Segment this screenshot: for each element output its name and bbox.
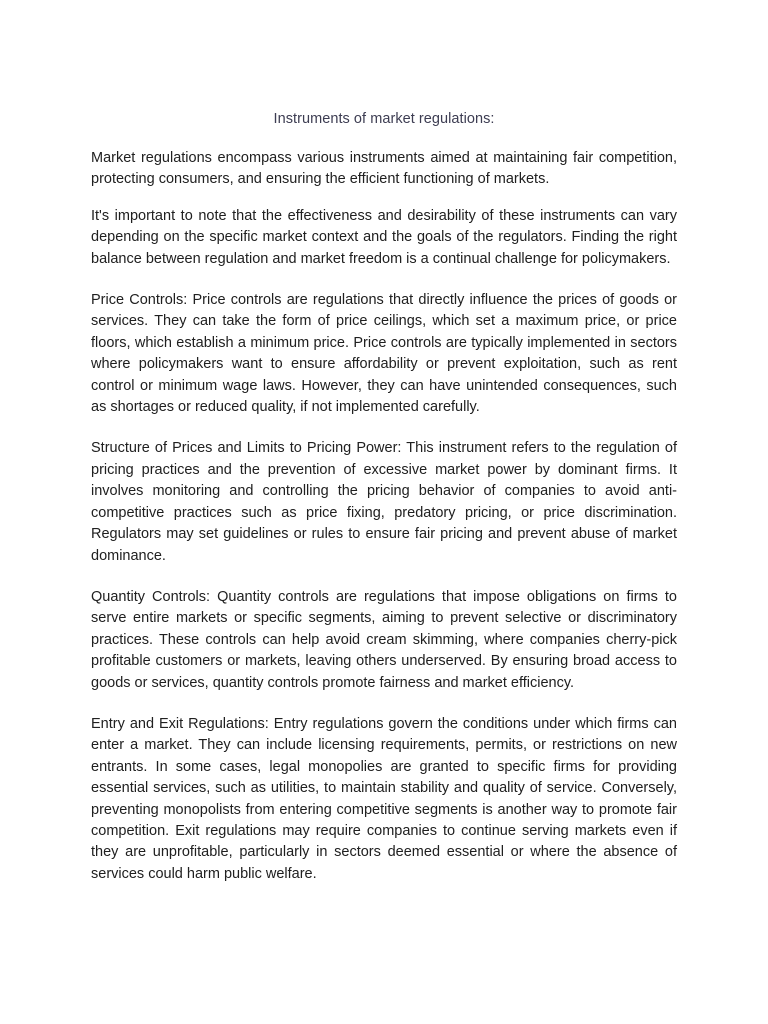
document-title: Instruments of market regulations: [273,111,495,127]
paragraph-pricing-power: Structure of Prices and Limits to Pricing Power: This instrument refers to the regulation of pricing practices and the prevention of excessive market power by dominant firms. It involves monitoring and controlling the pricing behavior of companies to avoid anti-competitive practices such as price fixing, predatory pricing, or price discrimination. Regulators may set guidelines or rules to ensure fair pricing and prevent abuse of market dominance. [91,440,677,564]
paragraph-price-controls: Price Controls: Price controls are regulations that directly influence the prices of goods or services. They can take the form of price ceilings, which set a maximum price, or price floors, which establish a minimum price. Price controls are typically implemented in sectors where policymakers want to ensure affordability or prevent exploitation, such as rent control or minimum wage laws. However, they can have unintended consequences, such as shortages or reduced quality, if not implemented carefully. [91,292,677,416]
paragraph-note: It's important to note that the effectiveness and desirability of these instruments can vary depending on the specific market context and the goals of the regulators. Finding the right balance between regulation and market freedom is a continual challenge for policymakers. [91,207,677,267]
document-body [91,109,677,885]
paragraph-intro: Market regulations encompass various instruments aimed at maintaining fair competition, protecting consumers, and ensuring the efficient functioning of markets. [91,150,677,188]
paragraph-entry-exit: Entry and Exit Regulations: Entry regulations govern the conditions under which firms can enter a market. They can include licensing requirements, permits, or restrictions on new entrants. In some cases, legal monopolies are granted to specific firms for providing essential services, such as utilities, to maintain stability and quality of service. Conversely, preventing monopolists from entering competitive segments is another way to promote fair competition. Exit regulations may require companies to continue serving markets even if they are unprofitable, particularly in sectors deemed essential or where the absence of services could harm public welfare. [91,715,677,882]
paragraph-quantity-controls: Quantity Controls: Quantity controls are regulations that impose obligations on firms to serve entire markets or specific segments, aiming to prevent selective or discriminatory practices. These controls can help avoid cream skimming, where companies cherry-pick profitable customers or markets, leaving others underserved. By ensuring broad access to goods or services, quantity controls promote fairness and market efficiency. [91,588,677,691]
